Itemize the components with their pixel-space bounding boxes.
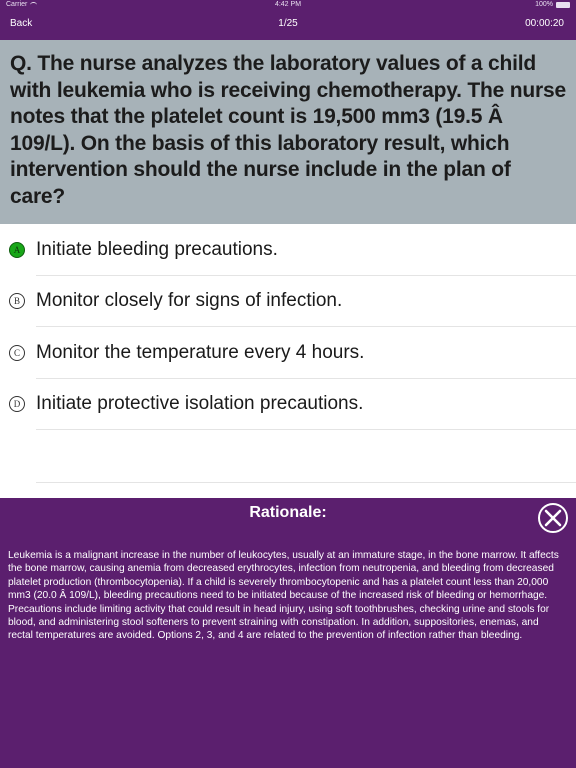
option-c[interactable] — [0, 327, 576, 379]
option-b-letter-icon: B — [9, 293, 25, 309]
option-d-text: Initiate protective isolation precautions. — [36, 393, 364, 415]
list-divider — [36, 482, 576, 483]
status-time: 4:42 PM — [274, 1, 302, 8]
battery-indicator — [535, 1, 570, 8]
option-b-text: Monitor closely for signs of infection. — [36, 290, 343, 312]
option-a[interactable] — [0, 224, 576, 276]
option-d-letter-icon: D — [9, 396, 25, 412]
option-c-text: Monitor the temperature every 4 hours. — [36, 341, 365, 363]
option-divider — [36, 429, 576, 430]
top-bar — [0, 0, 576, 40]
close-rationale-button[interactable] — [538, 503, 568, 533]
back-button[interactable]: Back — [10, 18, 33, 29]
rationale-title: Rationale: — [249, 504, 327, 521]
question-text: Q. The nurse analyzes the laboratory values of a child with leukemia who is receiving chemotherapy. The nurse notes that the platelet count is 19,500 mm3 (19.5 Â 109/L). On the basis of this laboratory result, which intervention should the nurse include in the plan of care? — [10, 52, 566, 208]
battery-label: 100% — [535, 1, 553, 8]
quiz-timer: 00:00:20 — [525, 18, 564, 29]
carrier-label: Carrier — [6, 1, 28, 8]
option-c-letter-icon: C — [9, 345, 25, 361]
answer-options — [0, 224, 576, 430]
question-panel — [0, 40, 576, 224]
battery-icon — [556, 2, 570, 8]
status-bar — [0, 0, 576, 10]
rationale-text: Leukemia is a malignant increase in the number of leukocytes, usually at an immature stage, in the bone marrow. It affects the bone marrow, causing anemia from decreased erythrocytes, infection from neutropenia, and bleeding from decreased platelet production (thrombocytopenia). If a child is severely thrombocytopenic and has a platelet count less than 20,000 mm3 (20.0 Â 109/L), bleeding precautions need to be initiated because of the increased risk of bleeding or hemorrhage. Precautions include limiting activity that could result in head injury, using soft toothbrushes, checking urine and stools for blood, and administering stool softeners to prevent straining with constipation. In addition, suppositories, enemas, and rectal temperatures are avoided. Options 2, 3, and 4 are related to the prevention of infection rather than bleeding. — [8, 550, 559, 642]
option-a-letter-icon: A — [9, 242, 25, 258]
question-progress: 1/25 — [278, 18, 298, 29]
close-icon — [544, 509, 562, 527]
option-b[interactable] — [0, 276, 576, 328]
rationale-panel — [0, 498, 576, 768]
nav-bar — [0, 16, 576, 32]
option-d[interactable] — [0, 379, 576, 431]
option-a-text: Initiate bleeding precautions. — [36, 238, 278, 260]
